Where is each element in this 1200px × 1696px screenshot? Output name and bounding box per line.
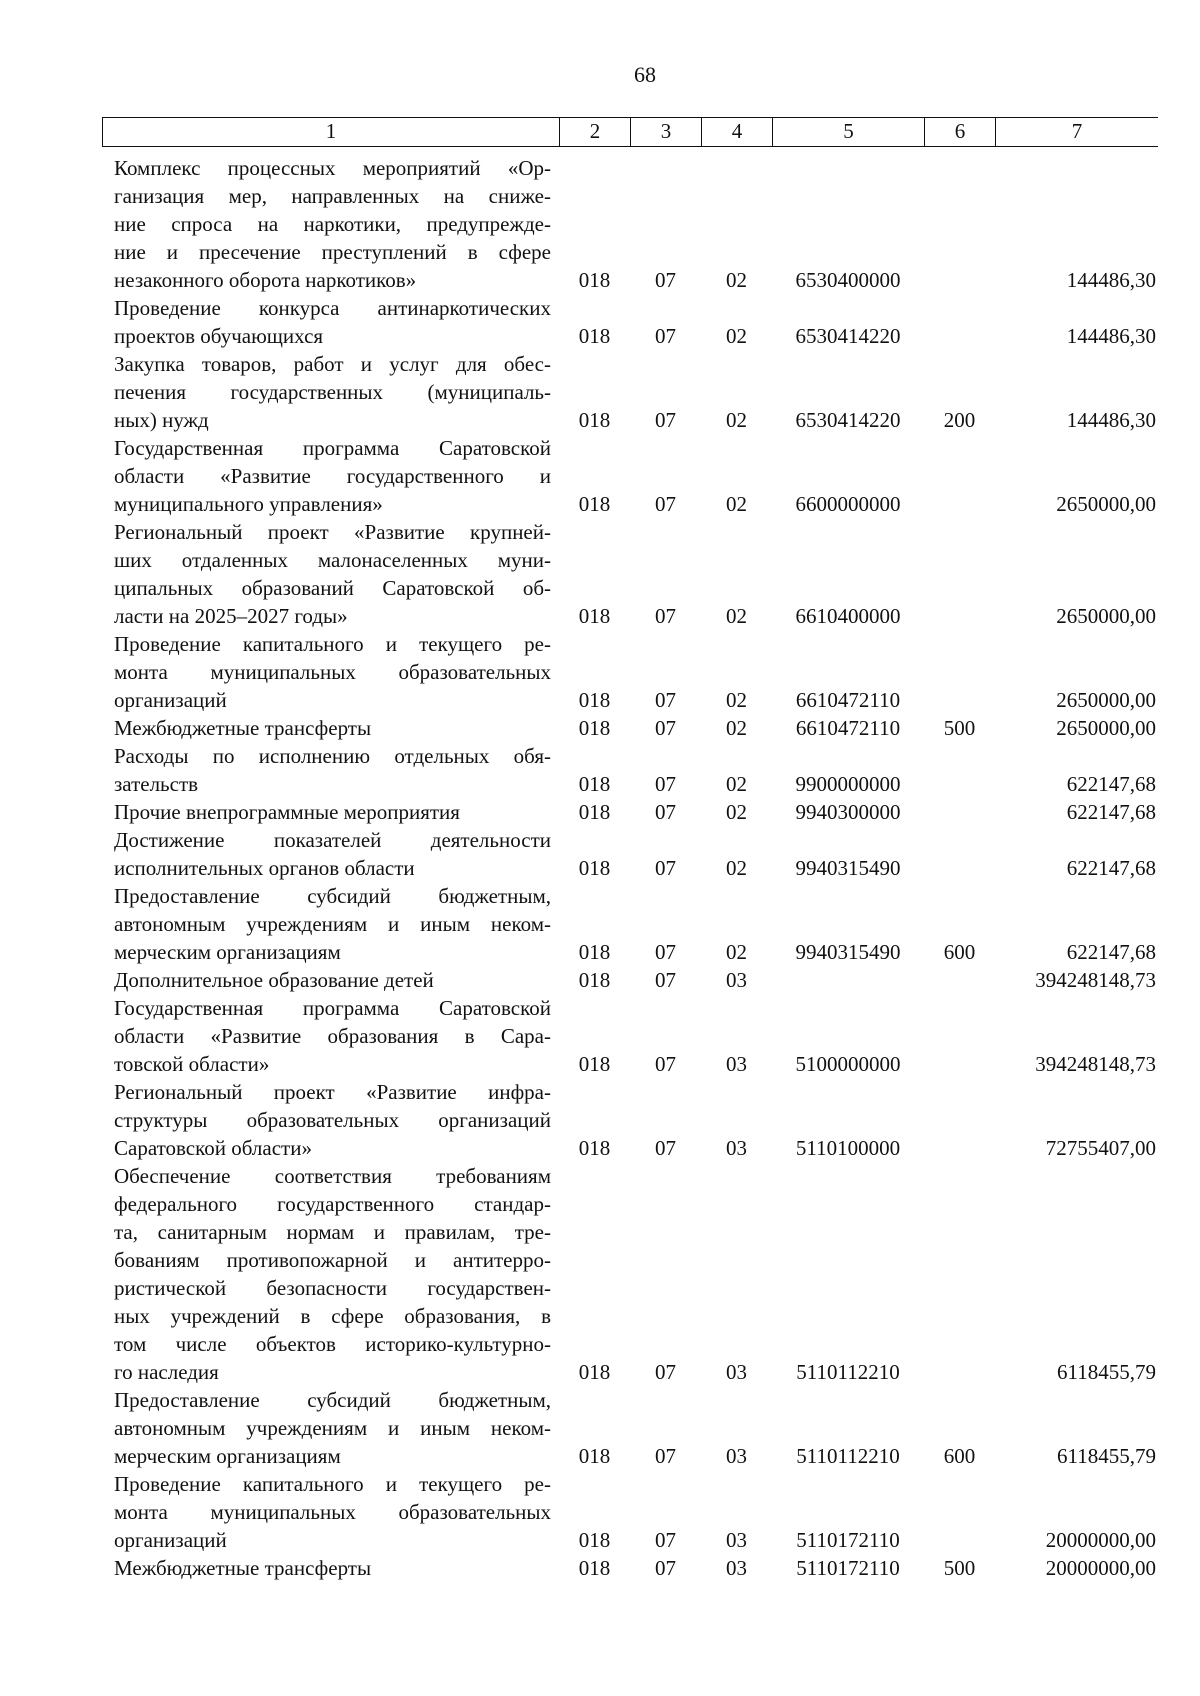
description-line: ласти на 2025–2027 годы» bbox=[114, 604, 348, 628]
subsection-code: 02 bbox=[726, 940, 747, 964]
subsection-code: 03 bbox=[726, 1052, 747, 1076]
description-line: монта муниципальных образовательных bbox=[114, 660, 551, 684]
section-code: 07 bbox=[655, 1444, 676, 1468]
amount: 6118455,79 bbox=[1057, 1360, 1156, 1384]
subsection-code: 02 bbox=[726, 492, 747, 516]
target-article-code: 5110112210 bbox=[796, 1444, 900, 1468]
table-row bbox=[102, 434, 1158, 518]
description-line: ных учреждений в сфере образования, в bbox=[114, 1304, 551, 1328]
amount: 2650000,00 bbox=[1056, 604, 1156, 628]
ministry-code: 018 bbox=[578, 800, 611, 824]
row-description bbox=[102, 966, 559, 994]
column-header: 1 bbox=[102, 118, 559, 146]
table-row bbox=[102, 350, 1158, 434]
description-line: исполнительных органов области bbox=[114, 856, 415, 880]
ministry-code: 018 bbox=[578, 268, 611, 292]
expense-type-code: 500 bbox=[943, 1556, 976, 1580]
description-line: проектов обучающихся bbox=[114, 324, 324, 348]
expense-type-code: 600 bbox=[943, 1444, 976, 1468]
description-line: товской области» bbox=[114, 1052, 270, 1076]
description-line: монта муниципальных образовательных bbox=[114, 1500, 551, 1524]
description-line: федерального государственного стандар- bbox=[114, 1192, 551, 1216]
subsection-code: 02 bbox=[726, 268, 747, 292]
target-article-code: 6600000000 bbox=[795, 492, 901, 516]
section-code: 07 bbox=[655, 492, 676, 516]
page-number: 68 bbox=[634, 62, 656, 87]
description-line: муниципального управления» bbox=[114, 492, 383, 516]
table-row bbox=[102, 1554, 1158, 1582]
description-line: том числе объектов историко-культурно- bbox=[114, 1332, 551, 1356]
section-code: 07 bbox=[655, 856, 676, 880]
target-article-code: 5100000000 bbox=[795, 1052, 901, 1076]
target-article-code: 6530414220 bbox=[795, 408, 901, 432]
expense-type-code: 200 bbox=[943, 408, 976, 432]
amount: 394248148,73 bbox=[1035, 1052, 1156, 1076]
description-line: ших отдаленных малонаселенных муни- bbox=[114, 548, 551, 572]
amount: 144486,30 bbox=[1066, 324, 1156, 348]
description-line: Региональный проект «Развитие инфра- bbox=[114, 1080, 551, 1104]
table-row bbox=[102, 966, 1158, 994]
description-line: автономным учреждениям и иным неком- bbox=[114, 912, 551, 936]
description-line: области «Развитие государственного и bbox=[114, 464, 551, 488]
ministry-code: 018 bbox=[578, 408, 611, 432]
ministry-code: 018 bbox=[578, 324, 611, 348]
description-line: Государственная программа Саратовской bbox=[114, 996, 551, 1020]
description-line: Достижение показателей деятельности bbox=[114, 828, 551, 852]
row-description bbox=[102, 826, 559, 882]
ministry-code: 018 bbox=[578, 1528, 611, 1552]
description-line: Проведение конкурса антинаркотических bbox=[114, 296, 551, 320]
section-code: 07 bbox=[655, 716, 676, 740]
row-description bbox=[102, 1386, 559, 1470]
ministry-code: 018 bbox=[578, 856, 611, 880]
section-code: 07 bbox=[655, 1528, 676, 1552]
description-line: Дополнительное образование детей bbox=[114, 968, 434, 992]
description-line: Расходы по исполнению отдельных обя- bbox=[114, 744, 551, 768]
description-line: ние спроса на наркотики, предупрежде- bbox=[114, 212, 551, 236]
column-header: 6 bbox=[924, 118, 995, 146]
table-row bbox=[102, 630, 1158, 714]
budget-table bbox=[102, 117, 1158, 1582]
row-description bbox=[102, 742, 559, 798]
description-line: Межбюджетные трансферты bbox=[114, 716, 372, 740]
target-article-code: 6610472110 bbox=[795, 716, 901, 740]
ministry-code: 018 bbox=[578, 492, 611, 516]
expense-type-code: 500 bbox=[943, 716, 976, 740]
description-line: ных) нужд bbox=[114, 408, 209, 432]
description-line: го наследия bbox=[114, 1360, 219, 1384]
amount: 622147,68 bbox=[1066, 856, 1156, 880]
ministry-code: 018 bbox=[578, 968, 611, 992]
table-header bbox=[102, 117, 1158, 147]
subsection-code: 02 bbox=[726, 800, 747, 824]
row-description bbox=[102, 518, 559, 630]
table-row bbox=[102, 994, 1158, 1078]
subsection-code: 02 bbox=[726, 604, 747, 628]
description-line: структуры образовательных организаций bbox=[114, 1108, 551, 1132]
table-row bbox=[102, 154, 1158, 294]
ministry-code: 018 bbox=[578, 688, 611, 712]
target-article-code: 5110112210 bbox=[796, 1360, 900, 1384]
section-code: 07 bbox=[655, 604, 676, 628]
ministry-code: 018 bbox=[578, 940, 611, 964]
subsection-code: 03 bbox=[726, 1556, 747, 1580]
description-line: Предоставление субсидий бюджетным, bbox=[114, 1388, 551, 1412]
description-line: Предоставление субсидий бюджетным, bbox=[114, 884, 551, 908]
description-line: Региональный проект «Развитие крупней- bbox=[114, 520, 551, 544]
table-row bbox=[102, 826, 1158, 882]
section-code: 07 bbox=[655, 940, 676, 964]
target-article-code: 5110100000 bbox=[795, 1136, 901, 1160]
table-row bbox=[102, 882, 1158, 966]
row-description bbox=[102, 154, 559, 294]
amount: 20000000,00 bbox=[1045, 1556, 1156, 1580]
description-line: ристической безопасности государствен- bbox=[114, 1276, 551, 1300]
row-description bbox=[102, 1554, 559, 1582]
row-description bbox=[102, 350, 559, 434]
amount: 6118455,79 bbox=[1057, 1444, 1156, 1468]
amount: 20000000,00 bbox=[1045, 1528, 1156, 1552]
amount: 72755407,00 bbox=[1045, 1136, 1156, 1160]
section-code: 07 bbox=[655, 324, 676, 348]
row-description bbox=[102, 714, 559, 742]
description-line: печения государственных (муниципаль- bbox=[114, 380, 551, 404]
description-line: Обеспечение соответствия требованиям bbox=[114, 1164, 551, 1188]
table-row bbox=[102, 1078, 1158, 1162]
target-article-code: 5110172110 bbox=[796, 1528, 900, 1552]
section-code: 07 bbox=[655, 772, 676, 796]
section-code: 07 bbox=[655, 968, 676, 992]
row-description bbox=[102, 994, 559, 1078]
description-line: Саратовской области» bbox=[114, 1136, 312, 1160]
description-line: Проведение капитального и текущего ре- bbox=[114, 632, 551, 656]
section-code: 07 bbox=[655, 800, 676, 824]
table-row bbox=[102, 1470, 1158, 1554]
description-line: Государственная программа Саратовской bbox=[114, 436, 551, 460]
section-code: 07 bbox=[655, 1556, 676, 1580]
table-body bbox=[102, 154, 1158, 1582]
ministry-code: 018 bbox=[578, 772, 611, 796]
description-line: Закупка товаров, работ и услуг для обес- bbox=[114, 352, 551, 376]
description-line: та, санитарным нормам и правилам, тре- bbox=[114, 1220, 551, 1244]
description-line: Межбюджетные трансферты bbox=[114, 1556, 372, 1580]
row-description bbox=[102, 1162, 559, 1386]
ministry-code: 018 bbox=[578, 716, 611, 740]
target-article-code: 9940300000 bbox=[795, 800, 901, 824]
column-header: 4 bbox=[701, 118, 772, 146]
description-line: области «Развитие образования в Сара- bbox=[114, 1024, 551, 1048]
description-line: мерческим организациям bbox=[114, 940, 341, 964]
column-header: 2 bbox=[559, 118, 630, 146]
amount: 2650000,00 bbox=[1056, 688, 1156, 712]
ministry-code: 018 bbox=[578, 604, 611, 628]
description-line: зательств bbox=[114, 772, 199, 796]
target-article-code: 6610472110 bbox=[795, 688, 901, 712]
target-article-code: 5110172110 bbox=[796, 1556, 900, 1580]
ministry-code: 018 bbox=[578, 1052, 611, 1076]
column-header: 7 bbox=[995, 118, 1158, 146]
row-description bbox=[102, 798, 559, 826]
amount: 2650000,00 bbox=[1056, 716, 1156, 740]
row-description bbox=[102, 882, 559, 966]
row-description bbox=[102, 630, 559, 714]
description-line: организаций bbox=[114, 1528, 227, 1552]
section-code: 07 bbox=[655, 408, 676, 432]
description-line: Комплекс процессных мероприятий «Ор- bbox=[114, 156, 551, 180]
table-row bbox=[102, 798, 1158, 826]
description-line: ганизация мер, направленных на сниже- bbox=[114, 184, 551, 208]
row-description bbox=[102, 1470, 559, 1554]
subsection-code: 02 bbox=[726, 856, 747, 880]
ministry-code: 018 bbox=[578, 1136, 611, 1160]
target-article-code: 9940315490 bbox=[795, 856, 901, 880]
expense-type-code: 600 bbox=[943, 940, 976, 964]
section-code: 07 bbox=[655, 1136, 676, 1160]
subsection-code: 03 bbox=[726, 1444, 747, 1468]
target-article-code: 9900000000 bbox=[795, 772, 901, 796]
description-line: ние и пресечение преступлений в сфере bbox=[114, 240, 551, 264]
ministry-code: 018 bbox=[578, 1444, 611, 1468]
section-code: 07 bbox=[655, 1360, 676, 1384]
description-line: организаций bbox=[114, 688, 227, 712]
amount: 622147,68 bbox=[1066, 940, 1156, 964]
description-line: Прочие внепрограммные мероприятия bbox=[114, 800, 460, 824]
description-line: незаконного оборота наркотиков» bbox=[114, 268, 417, 292]
section-code: 07 bbox=[655, 268, 676, 292]
description-line: Проведение капитального и текущего ре- bbox=[114, 1472, 551, 1496]
subsection-code: 03 bbox=[726, 1528, 747, 1552]
target-article-code: 6610400000 bbox=[795, 604, 901, 628]
table-row bbox=[102, 518, 1158, 630]
amount: 394248148,73 bbox=[1035, 968, 1156, 992]
amount: 144486,30 bbox=[1066, 268, 1156, 292]
row-description bbox=[102, 1078, 559, 1162]
subsection-code: 03 bbox=[726, 1360, 747, 1384]
target-article-code: 6530400000 bbox=[795, 268, 901, 292]
subsection-code: 02 bbox=[726, 716, 747, 740]
row-description bbox=[102, 434, 559, 518]
section-code: 07 bbox=[655, 1052, 676, 1076]
row-description bbox=[102, 294, 559, 350]
amount: 622147,68 bbox=[1066, 800, 1156, 824]
table-row bbox=[102, 1386, 1158, 1470]
subsection-code: 02 bbox=[726, 408, 747, 432]
ministry-code: 018 bbox=[578, 1556, 611, 1580]
subsection-code: 02 bbox=[726, 324, 747, 348]
ministry-code: 018 bbox=[578, 1360, 611, 1384]
table-row bbox=[102, 1162, 1158, 1386]
target-article-code: 6530414220 bbox=[795, 324, 901, 348]
description-line: ципальных образований Саратовской об- bbox=[114, 576, 551, 600]
subsection-code: 03 bbox=[726, 968, 747, 992]
table-row bbox=[102, 742, 1158, 798]
target-article-code: 9940315490 bbox=[795, 940, 901, 964]
amount: 144486,30 bbox=[1066, 408, 1156, 432]
description-line: мерческим организациям bbox=[114, 1444, 341, 1468]
table-row bbox=[102, 714, 1158, 742]
amount: 2650000,00 bbox=[1056, 492, 1156, 516]
column-header: 3 bbox=[630, 118, 701, 146]
column-header: 5 bbox=[772, 118, 924, 146]
description-line: бованиям противопожарной и антитерро- bbox=[114, 1248, 551, 1272]
description-line: автономным учреждениям и иным неком- bbox=[114, 1416, 551, 1440]
subsection-code: 02 bbox=[726, 688, 747, 712]
amount: 622147,68 bbox=[1066, 772, 1156, 796]
subsection-code: 02 bbox=[726, 772, 747, 796]
section-code: 07 bbox=[655, 688, 676, 712]
table-row bbox=[102, 294, 1158, 350]
subsection-code: 03 bbox=[726, 1136, 747, 1160]
